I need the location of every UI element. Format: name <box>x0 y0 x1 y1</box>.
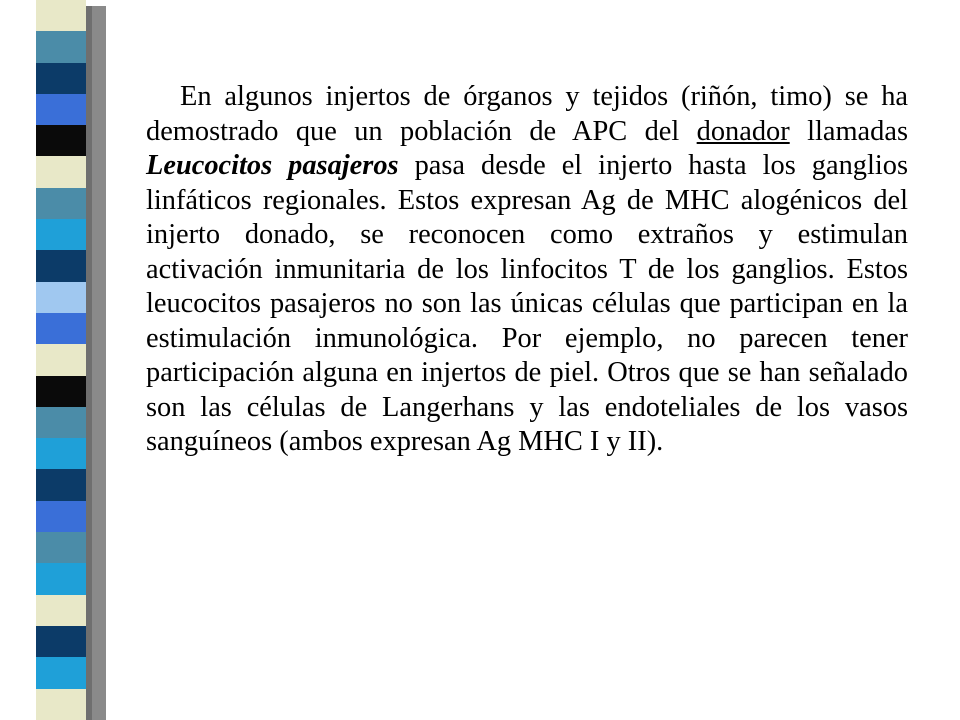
stripe-segment <box>36 532 86 563</box>
stripe-segment <box>36 313 86 344</box>
stripe-segment <box>36 469 86 500</box>
stripe-segment <box>36 250 86 281</box>
stripe-segment <box>36 0 86 31</box>
stripe-segment <box>36 63 86 94</box>
stripe-segment <box>36 188 86 219</box>
stripe-segment <box>36 407 86 438</box>
paragraph-text-part-3: pasa desde el injerto hasta los ganglios linfáticos regionales. Estos expresan Ag de MHC alogénicos del injerto donado, se reconocen como extraños y estimulan activación inmunitaria de los linfocitos T de los ganglios. Estos leucocitos pasajeros no son las únicas células que participan en la estimulación inmunológica. Por ejemplo, no parecen tener participación alguna en injertos de piel. Otros que se han señalado son las células de Langerhans y las endoteliales de los vasos sanguíneos (ambos expresan Ag MHC I y II). <box>146 150 908 458</box>
emphasis-leucocitos-pasajeros: Leucocitos pasajeros <box>146 150 399 182</box>
body-paragraph <box>146 80 908 460</box>
stripe-segment <box>36 282 86 313</box>
stripe-segment <box>36 438 86 469</box>
stripe-segment <box>36 219 86 250</box>
stripe-segment <box>36 657 86 688</box>
stripe-segment <box>36 501 86 532</box>
stripe-segment <box>36 344 86 375</box>
stripe-segment <box>36 94 86 125</box>
stripe-segment <box>36 125 86 156</box>
decorative-stripe-bar <box>36 0 86 720</box>
stripe-segment <box>36 563 86 594</box>
paragraph-text-part-2: llamadas <box>789 115 908 147</box>
stripe-segment <box>36 595 86 626</box>
stripe-segment <box>36 31 86 62</box>
stripe-segment <box>36 626 86 657</box>
stripe-segment <box>36 689 86 720</box>
stripe-segment <box>36 156 86 187</box>
stripe-segment <box>36 376 86 407</box>
paragraph-text-part-1: En algunos injertos de órganos y tejidos (riñón, timo) se ha demostrado que un población de APC del <box>146 81 908 147</box>
underlined-word-donador: donador <box>696 115 790 147</box>
decorative-shadow-edge <box>86 6 92 720</box>
